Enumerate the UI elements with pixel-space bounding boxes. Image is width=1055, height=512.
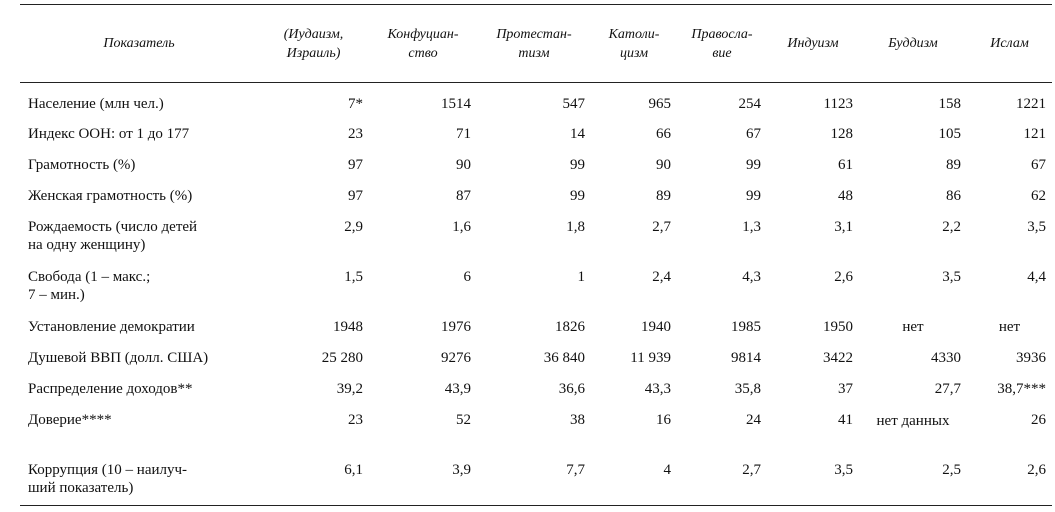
table-cell: 1940 [641, 319, 671, 335]
table-cell: нет [902, 319, 924, 335]
row-label-text: Установление демократии [28, 319, 195, 335]
column-header [677, 5, 767, 83]
table-cell: 11 939 [630, 350, 671, 366]
table-cell: 23 [348, 126, 363, 142]
table-cell: 38,7*** [997, 381, 1046, 397]
column-header-text: Конфуциан- [387, 26, 459, 42]
row-label-text: на одну женщину) [28, 237, 146, 253]
table-cell: 37 [838, 381, 853, 397]
row-label [20, 343, 258, 374]
row-label-text: Женская грамотность (%) [28, 188, 193, 204]
table-body [20, 83, 1052, 506]
column-header-text: тизм [518, 45, 550, 61]
column-header-text: Ислам [990, 36, 1029, 51]
table-cell: 24 [746, 412, 761, 428]
row-label-text: Индекс ООН: от 1 до 177 [28, 126, 190, 142]
column-header-text: (Иудаизм, [283, 26, 344, 42]
table-cell: 1976 [441, 319, 471, 335]
column-header [767, 5, 859, 83]
table-cell: 3422 [823, 350, 853, 366]
table-cell: 128 [830, 126, 853, 142]
table-cell: 90 [656, 157, 671, 173]
table-cell: 99 [570, 157, 585, 173]
table-cell: 43,3 [644, 381, 671, 397]
table-cell: 48 [838, 188, 853, 204]
row-label [20, 455, 258, 506]
table-cell: 2,7 [652, 219, 671, 235]
table-cell: 27,7 [934, 381, 961, 397]
table-cell: нет данных [876, 413, 950, 429]
data-table [20, 4, 1052, 506]
row-label-text: 7 – мин.) [28, 287, 85, 303]
table-row [20, 119, 1052, 150]
table-cell: 7,7 [566, 462, 585, 478]
table-cell: 39,2 [336, 381, 363, 397]
table-cell: 158 [938, 96, 961, 112]
table-cell: 23 [348, 412, 363, 428]
column-header [591, 5, 677, 83]
table-cell: 89 [656, 188, 671, 204]
table-cell: 4330 [931, 350, 961, 366]
table-cell: 1,8 [566, 219, 585, 235]
table-cell: 99 [746, 157, 761, 173]
row-label-text: Свобода (1 – макс.; [28, 269, 151, 285]
table-cell: 2,6 [1027, 462, 1046, 478]
table-cell: 52 [456, 412, 471, 428]
table-cell: 1948 [333, 319, 363, 335]
column-header-text: Протестан- [496, 26, 572, 42]
table-cell: 7* [348, 96, 363, 112]
table-row [20, 83, 1052, 120]
column-header-text: Индуизм [787, 36, 839, 51]
table-cell: 67 [1031, 157, 1046, 173]
table-cell: 4,3 [742, 269, 761, 285]
row-label [20, 374, 258, 405]
table-cell: 90 [456, 157, 471, 173]
table-cell: 99 [570, 188, 585, 204]
header-row [20, 5, 1052, 83]
table-row [20, 343, 1052, 374]
table-cell: 1950 [823, 319, 853, 335]
row-label [20, 181, 258, 212]
row-label-text: ший показатель) [28, 480, 134, 496]
row-label-text: Распределение доходов** [28, 381, 193, 397]
table-cell: 1,6 [452, 219, 471, 235]
table-cell: 4,4 [1027, 269, 1046, 285]
table-cell: 9814 [731, 350, 761, 366]
row-label [20, 312, 258, 343]
table-cell: 89 [946, 157, 961, 173]
table-cell: 2,4 [652, 269, 671, 285]
column-header-text: Католи- [608, 26, 660, 42]
column-header-text: Буддизм [888, 36, 938, 51]
table-cell: 62 [1031, 188, 1046, 204]
column-header [477, 5, 591, 83]
table-cell: 3936 [1016, 350, 1046, 366]
row-label [20, 119, 258, 150]
table-cell: 35,8 [734, 381, 761, 397]
table-cell: 4 [663, 462, 671, 478]
column-header [369, 5, 477, 83]
table-cell: 86 [946, 188, 961, 204]
table-cell: 2,5 [942, 462, 961, 478]
table-cell: 1985 [731, 319, 761, 335]
table-cell: 61 [838, 157, 853, 173]
row-label [20, 150, 258, 181]
table-cell: 6 [463, 269, 471, 285]
column-header-indicator [20, 5, 258, 83]
column-header-text: вие [712, 45, 732, 61]
table-cell: 1,5 [344, 269, 363, 285]
table-cell: 1,3 [742, 219, 761, 235]
table-cell: 2,6 [834, 269, 853, 285]
table-cell: 1221 [1016, 96, 1046, 112]
row-label-text: Доверие**** [28, 412, 112, 428]
table-row [20, 150, 1052, 181]
table-row [20, 405, 1052, 455]
table-cell: 87 [456, 188, 471, 204]
row-label [20, 83, 258, 120]
row-label [20, 405, 258, 455]
column-header-text: цизм [619, 45, 649, 61]
table-cell: 3,5 [834, 462, 853, 478]
table-cell: 1 [577, 269, 585, 285]
table-cell: 3,1 [834, 219, 853, 235]
table-row [20, 374, 1052, 405]
table-row [20, 212, 1052, 262]
table-row [20, 181, 1052, 212]
table-cell: 36 840 [543, 350, 585, 366]
table-cell: 105 [938, 126, 961, 142]
row-label-text: Население (млн чел.) [28, 96, 164, 112]
table-row [20, 312, 1052, 343]
table-cell: 3,9 [452, 462, 471, 478]
table-cell: 2,7 [742, 462, 761, 478]
table-cell: 41 [838, 412, 853, 428]
table-cell: 3,5 [1027, 219, 1046, 235]
table-cell: 67 [746, 126, 761, 142]
table-cell: 254 [738, 96, 761, 112]
row-label-text: Рождаемость (число детей [28, 219, 198, 235]
table-cell: 2,2 [942, 219, 961, 235]
table-cell: 965 [648, 96, 671, 112]
column-header [258, 5, 369, 83]
row-label [20, 262, 258, 312]
row-label-text: Душевой ВВП (долл. США) [28, 350, 209, 366]
table-cell: 1123 [823, 96, 853, 112]
column-header [859, 5, 967, 83]
table-cell: 1514 [441, 96, 471, 112]
column-header-text: Израиль) [286, 45, 341, 61]
table-cell: 99 [746, 188, 761, 204]
table-cell: 547 [562, 96, 585, 112]
table-cell: нет [998, 319, 1021, 335]
table-cell: 36,6 [558, 381, 585, 397]
table-cell: 71 [456, 126, 471, 142]
table-cell: 26 [1031, 412, 1046, 428]
table-cell: 3,5 [942, 269, 961, 285]
table-cell: 38 [570, 412, 585, 428]
table-cell: 66 [656, 126, 671, 142]
column-header-text: ство [408, 45, 438, 61]
table-cell: 43,9 [444, 381, 471, 397]
row-label-text: Грамотность (%) [28, 157, 136, 173]
column-header [967, 5, 1052, 83]
table-row [20, 455, 1052, 506]
column-header-text: Показатель [103, 36, 175, 51]
table-cell: 14 [570, 126, 585, 142]
table-cell: 9276 [441, 350, 471, 366]
row-label [20, 212, 258, 262]
table-cell: 25 280 [321, 350, 363, 366]
table-cell: 16 [656, 412, 671, 428]
table-cell: 2,9 [344, 219, 363, 235]
table-cell: 97 [348, 188, 363, 204]
row-label-text: Коррупция (10 – наилуч- [28, 462, 188, 478]
table-row [20, 262, 1052, 312]
table-cell: 1826 [555, 319, 585, 335]
table-cell: 121 [1023, 126, 1046, 142]
table-cell: 97 [348, 157, 363, 173]
table-cell: 6,1 [344, 462, 363, 478]
column-header-text: Правосла- [691, 26, 753, 42]
